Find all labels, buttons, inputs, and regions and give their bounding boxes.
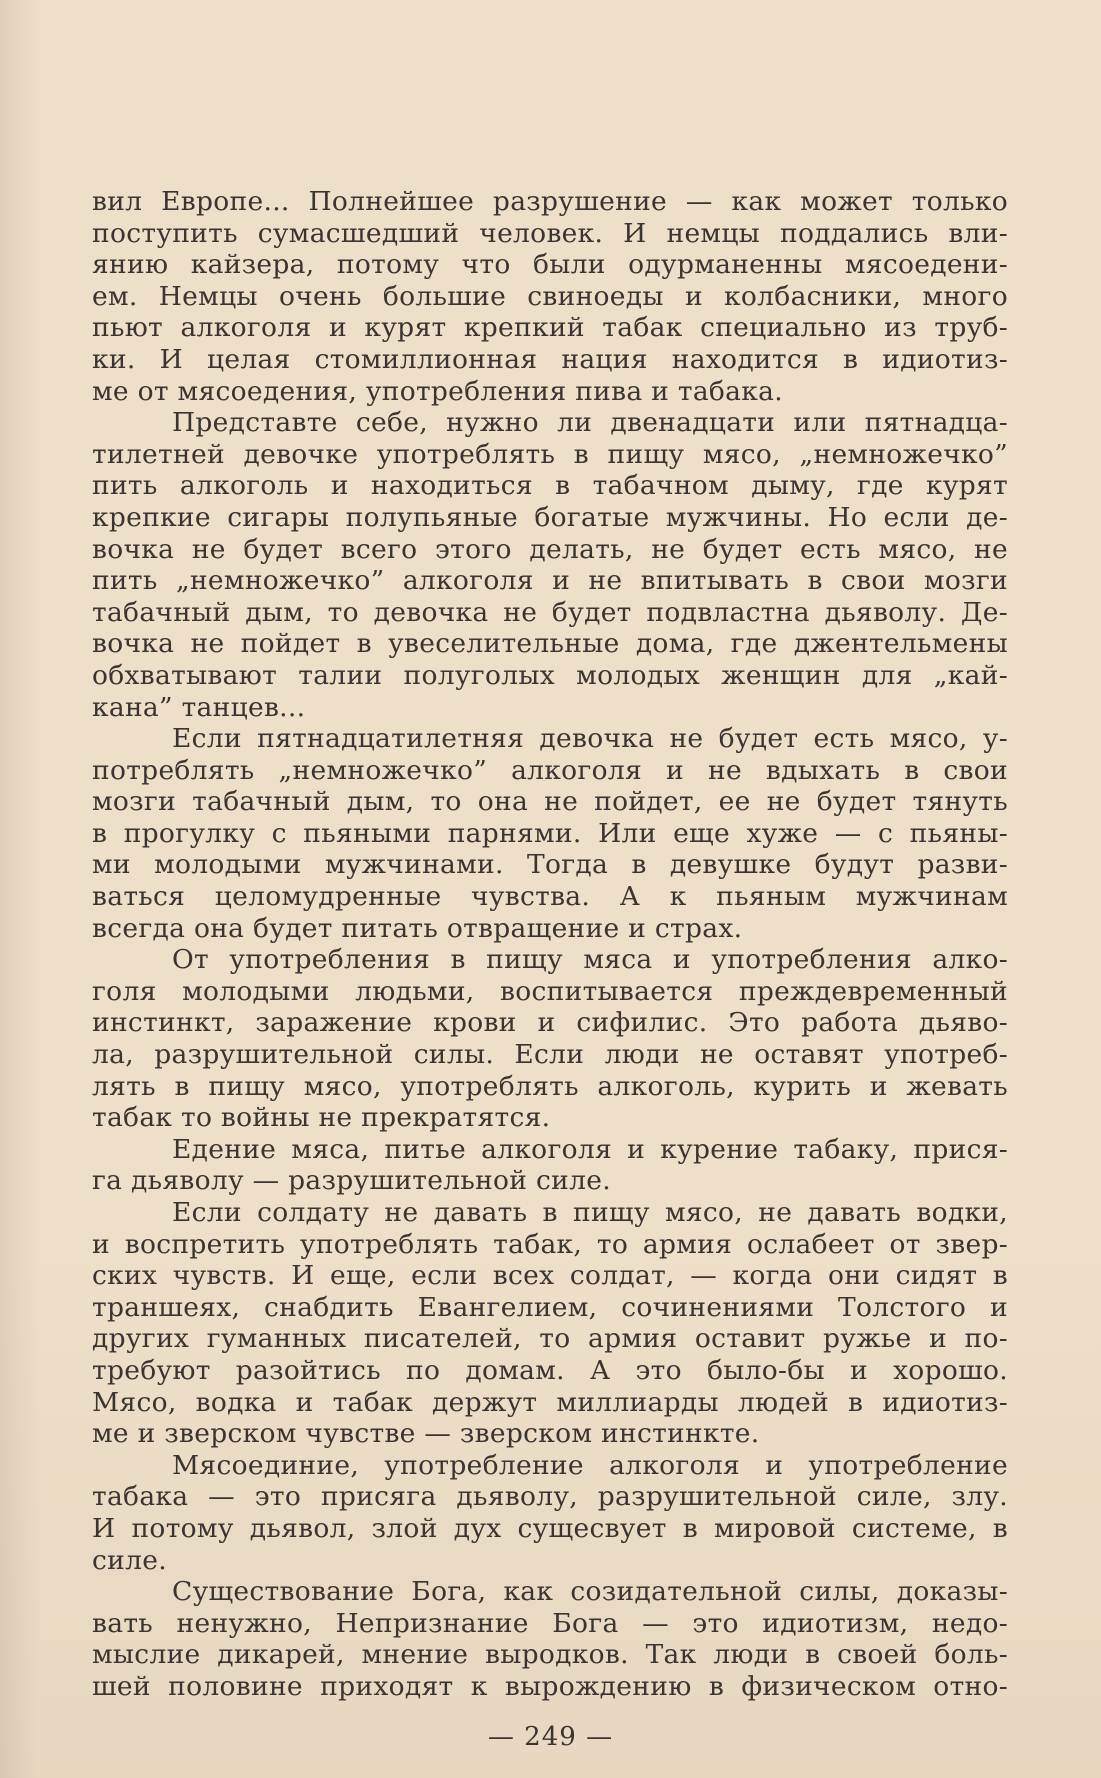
text-line: траншеях, снабдить Евангелием, сочинениями Толстого и	[92, 1291, 1008, 1323]
text-line: обхватывают талии полуголых молодых женщин для „кай-	[92, 659, 1008, 691]
text-line: И потому дьявол, злой дух сущесвует в мировой системе, в	[92, 1512, 1008, 1544]
text-line: Мясоединие, употребление алкоголя и употребление	[172, 1449, 1008, 1481]
text-line: крепкие сигары полупьяные богатые мужчины. Но если де-	[92, 501, 1008, 533]
text-line: ме и зверском чувстве — зверском инстинкте.	[92, 1418, 760, 1450]
text-line: вать ненужно, Непризнание Бога — это идиотизм, недо-	[92, 1607, 1008, 1639]
text-line: От употребления в пищу мяса и употребления алко-	[172, 944, 1008, 976]
text-line: га дьяволу — разрушительной силе.	[92, 1165, 611, 1197]
text-line: мозги табачный дым, то она не пойдет, ее не будет тянуть	[92, 786, 1008, 818]
text-line: поступить сумасшедший человек. И немцы поддались вли-	[92, 217, 1008, 249]
text-line: тилетней девочке употреблять в пищу мясо, „немножечко”	[92, 438, 1008, 470]
text-line: пить „немножечко” алкоголя и не впитывать в свои мозги	[92, 565, 1008, 597]
text-line: требуют разойтись по домам. А это было-бы и хорошо.	[92, 1354, 1008, 1386]
text-line: Едение мяса, питье алкоголя и курение табаку, прися-	[172, 1133, 1008, 1165]
text-line: табака — это присяга дьяволу, разрушительной силе, злу.	[92, 1481, 1008, 1513]
text-line: мыслие дикарей, мнение выродков. Так люди в своей боль-	[92, 1639, 1008, 1671]
text-line: табачный дым, то девочка не будет подвластна дьяволу. Де-	[92, 596, 1008, 628]
text-line: ских чувств. И еще, если всех солдат, — когда они сидят в	[92, 1260, 1008, 1292]
text-line: ме от мясоедения, употребления пива и табака.	[92, 375, 783, 407]
text-line: инстинкт, заражение крови и сифилис. Это работа дьяво-	[92, 1007, 1008, 1039]
text-line: ми молодыми мужчинами. Тогда в девушке будут разви-	[92, 849, 1008, 881]
text-line: вил Европе... Полнейшее разрушение — как может только	[92, 186, 1008, 217]
text-line: лять в пищу мясо, употреблять алкоголь, курить и жевать	[92, 1070, 1008, 1102]
text-line: Если пятнадцатилетняя девочка не будет есть мясо, у-	[172, 723, 1008, 755]
text-line: потреблять „немножечко” алкоголя и не вдыхать в свои	[92, 754, 1008, 786]
text-line: кана” танцев...	[92, 691, 306, 723]
text-line: ки. И целая стомиллионная нация находится в идиотиз-	[92, 343, 1008, 375]
text-line: голя молодыми людьми, воспитывается преждевременный	[92, 975, 1008, 1007]
text-line: и воспретить употреблять табак, то армия ослабеет от звер-	[92, 1228, 1008, 1260]
text-line: пить алкоголь и находиться в табачном дыму, где курят	[92, 470, 1008, 502]
text-line: вочка не пойдет в увеселительные дома, где джентельмены	[92, 628, 1008, 660]
text-line: шей половине приходят к вырождению в физическом отно-	[92, 1670, 1008, 1702]
text-line: Если солдату не давать в пищу мясо, не давать водки,	[172, 1197, 1008, 1228]
text-line: ем. Немцы очень большие свиноеды и колбасники, много	[92, 280, 1008, 312]
text-line: ла, разрушительной силы. Если люди не оставят употреб-	[92, 1039, 1008, 1071]
text-line: Представте себе, нужно ли двенадцати или пятнадца-	[172, 407, 1008, 439]
text-line: в прогулку с пьяными парнями. Или еще хуже — с пьяны-	[92, 817, 1008, 849]
text-line: ваться целомудренные чувства. А к пьяным мужчинам	[92, 881, 1008, 913]
text-line: янию кайзера, потому что были одурманенны мясоедени-	[92, 249, 1008, 281]
body-text	[92, 186, 1008, 1703]
page-number: — 249 —	[487, 1722, 614, 1752]
text-line: вочка не будет всего этого делать, не будет есть мясо, не	[92, 533, 1008, 565]
text-line: Мясо, водка и табак держут миллиарды людей в идиотиз-	[92, 1386, 1008, 1418]
text-line: других гуманных писателей, то армия оставит ружье и по-	[92, 1323, 1008, 1355]
text-line: всегда она будет питать отвращение и страх.	[92, 912, 743, 944]
text-line: пьют алкоголя и курят крепкий табак специально из труб-	[92, 312, 1008, 344]
text-line: табак то войны не прекратятся.	[92, 1102, 551, 1134]
text-line: Существование Бога, как созидательной силы, доказы-	[172, 1576, 1008, 1608]
text-line: силе.	[92, 1544, 167, 1576]
